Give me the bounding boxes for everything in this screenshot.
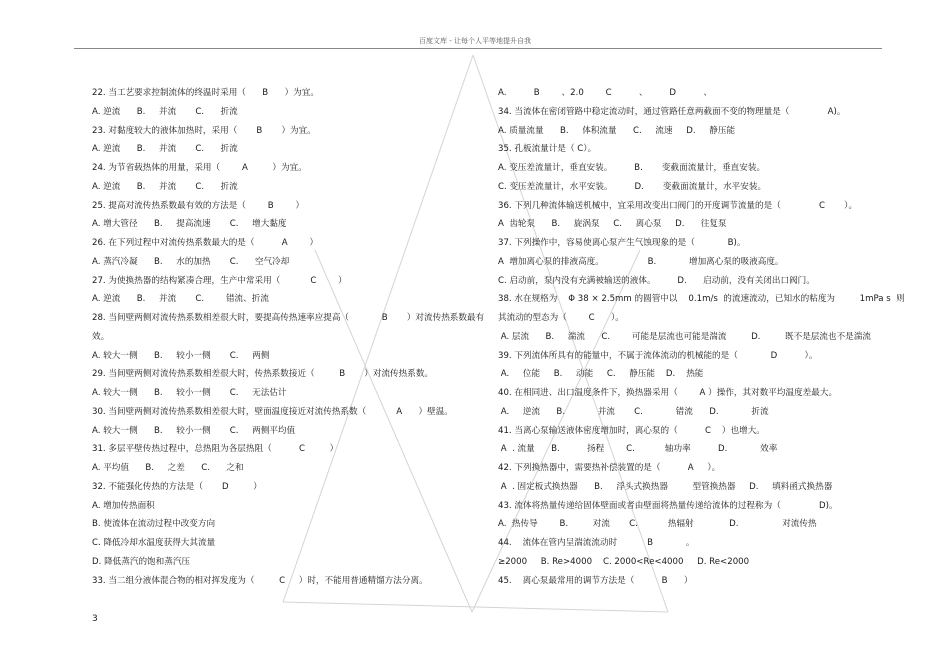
text-line: 28. 当间壁两侧对流传热系数相差很大时，要提高传热速率应提高（ B ）对流传热系数最有 xyxy=(92,313,485,323)
text-line: A . 流量 B. 扬程 C. 轴功率 D. 效率 xyxy=(498,444,778,455)
text-line: A. 较大一侧 B. 较小一侧 C. 两侧平均值 xyxy=(92,425,296,436)
text-line: A. 逆流 B. 并流 C. 折流 xyxy=(92,106,238,117)
text-line: 31. 多层平壁传热过程中，总热阻为各层热阻（ C ） xyxy=(92,444,339,455)
text-line: A . 固定板式换热器 B. 浮头式换热器 型管换热器 D. 填料函式换热器 xyxy=(498,481,833,492)
text-line: A. 较大一侧 B. 较小一侧 C. 两侧 xyxy=(92,350,270,361)
text-line: 39. 下列流体所具有的能量中，不属于流体流动的机械能的是（ D ）。 xyxy=(498,350,818,361)
text-line: 其流动的型态为（ C ）。 xyxy=(498,313,624,323)
text-line: 32. 不能强化传热的方法是（ D ） xyxy=(92,481,262,492)
text-line: 44. 流体在管内呈湍流流动时 B 。 xyxy=(498,538,695,548)
left-column xyxy=(92,84,485,590)
header-rule xyxy=(74,48,882,49)
text-line: C. 启动前，泵内没有充满被输送的液体。 D. 启动前，没有关闭出口阀门。 xyxy=(498,275,815,286)
page-number: 3 xyxy=(92,614,98,624)
text-line: 25. 提高对流传热系数最有效的方法是（ B ） xyxy=(92,200,305,211)
text-line: A. 逆流 B. 并流 C. 错流 D. 折流 xyxy=(498,406,769,417)
text-line: 效。 xyxy=(92,331,110,342)
text-line: 24. 为节省载热体的用量，采用（ A ）为宜。 xyxy=(92,163,307,173)
text-line: C. 变压差流量计，水平安装。 D. 变截面流量计，水平安装。 xyxy=(498,181,767,192)
text-line: 29. 当间壁两侧对流传热系数相差很大时，传热系数接近（ B ）对流传热系数。 xyxy=(92,369,434,380)
text-line: A. 层流 B. 湍流 C. 可能是层流也可能是湍流 D. 既不是层流也不是湍流 xyxy=(498,331,871,342)
text-line: C. 降低冷却水温度获得大其流量 xyxy=(92,538,216,548)
text-line: 37. 下列操作中，容易使离心泵产生气蚀现象的是（ B)。 xyxy=(498,238,746,248)
text-line: 42. 下列换热器中，需要热补偿装置的是（ A ）。 xyxy=(498,463,721,473)
text-line: A. 变压差流量计，垂直安装。 B. 变截面流量计，垂直安装。 xyxy=(498,163,766,173)
text-line: 35. 孔板流量计是（ C）。 xyxy=(498,144,597,155)
document-header: 百度文库 - 让每个人平等地提升自我 xyxy=(419,37,531,45)
text-line: 38. 水在规格为 Φ 38 × 2.5mm 的圆管中以 0.1m/s 的流速流动，已知水的粘度为 1mPa s 则 xyxy=(498,294,905,305)
text-line: A. 逆流 B. 并流 C. 折流 xyxy=(92,144,238,155)
text-line: A 增加离心泵的排液高度。 B. 增加离心泵的吸液高度。 xyxy=(498,256,784,267)
text-line: A. 热传导 B. 对流 C. 热辐射 D. 对流传热 xyxy=(498,519,817,530)
text-line: A. 平均值 B. 之差 C. 之和 xyxy=(92,463,244,473)
text-line: A. 增加传热面积 xyxy=(92,500,155,511)
text-line: 36. 下列几种流体输送机械中，宜采用改变出口阀门的开度调节流量的是（ C ）。 xyxy=(498,200,858,211)
text-line: A. 位能 B. 动能 C. 静压能 D. 热能 xyxy=(498,369,704,380)
text-line: 40. 在相同进、出口温度条件下，换热器采用（ A ）操作，其对数平均温度差最大。 xyxy=(498,388,838,398)
text-line: 22. 当工艺要求控制流体的终温时采用（ B ）为宜。 xyxy=(92,88,319,98)
text-line: B. 使流体在流动过程中改变方向 xyxy=(92,519,216,530)
text-line: 30. 当间壁两侧对流传热系数相差很大时，壁面温度接近对流传热系数（ A ）壁温。 xyxy=(92,406,453,417)
text-line: 43. 流体将热量传递给固体壁面或者由壁面将热量传递给流体的过程称为（ D)。 xyxy=(498,500,838,511)
text-line: A. B 、2.0 C 、 D 、 xyxy=(498,88,712,98)
text-line: A 齿轮泵 B. 旋涡泵 C. 离心泵 D. 往复泵 xyxy=(498,219,727,230)
text-line: 45. 离心泵最常用的调节方法是（ B ） xyxy=(498,575,693,586)
text-line: 41. 当离心泵输送液体密度增加时，离心泵的（ C ）也增大。 xyxy=(498,425,765,436)
text-line: A. 逆流 B. 并流 C. 折流 xyxy=(92,181,238,192)
text-line: A. 质量流量 B. 体积流量 C. 流速 D. 静压能 xyxy=(498,125,736,136)
text-line: 34. 当流体在密闭管路中稳定流动时，通过管路任意两截面不变的物理量是（ A)。 xyxy=(498,106,846,117)
text-line: 27. 为使换热器的结构紧凑合理，生产中常采用（ C ） xyxy=(92,275,347,286)
text-line: ≥2000 B. Re>4000 C. 2000<Re<4000 D. Re<2000 xyxy=(498,556,750,567)
text-line: A. 较大一侧 B. 较小一侧 C. 无法估计 xyxy=(92,388,287,398)
text-line: A. 逆流 B. 并流 C. 错流、折流 xyxy=(92,294,269,305)
text-line: 23. 对黏度较大的液体加热时，采用（ B ）为宜。 xyxy=(92,125,316,136)
text-line: A. 增大管径 B. 提高流速 C. 增大黏度 xyxy=(92,219,287,230)
text-line: D. 降低蒸汽的饱和蒸汽压 xyxy=(92,556,191,567)
text-line: 26. 在下列过程中对流传热系数最大的是（ A ） xyxy=(92,238,319,248)
text-line: 33. 当二组分液体混合物的相对挥发度为（ C ）时，不能用普通精馏方法分离。 xyxy=(92,575,428,586)
right-column xyxy=(498,84,905,590)
text-line: A. 蒸汽冷凝 B. 水的加热 C. 空气冷却 xyxy=(92,256,290,267)
